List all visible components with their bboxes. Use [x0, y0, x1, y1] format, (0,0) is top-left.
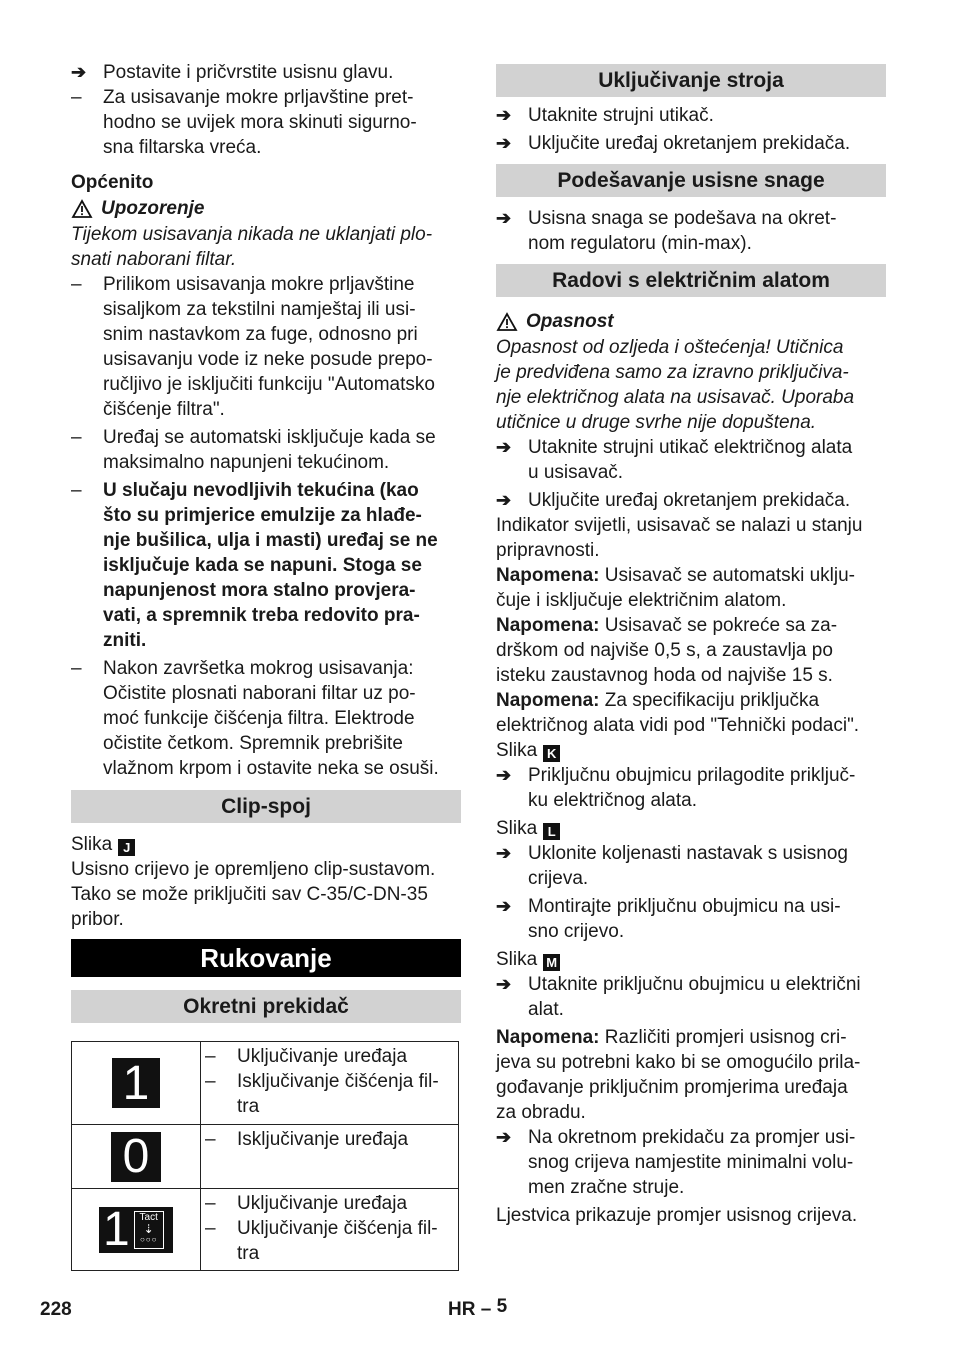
- dash-item-text: [103, 478, 461, 653]
- tact-dots-icon: ○○○: [139, 1234, 158, 1244]
- dash-icon: –: [71, 658, 82, 679]
- switch-tact-icon: [99, 1203, 173, 1256]
- text-line: isključuje kada se napuni. Stoga se: [103, 555, 422, 576]
- warning-label-text: Upozorenje: [101, 198, 205, 219]
- arrow-icon: ➔: [496, 133, 512, 153]
- text-line: Prilikom usisavanja mokre prljavštine: [103, 274, 415, 295]
- note-text: Za specifikaciju priključka: [599, 690, 820, 711]
- text-line: snog crijeva namjestite minimalni volu-: [528, 1152, 854, 1173]
- tact-label: Tact: [139, 1211, 158, 1223]
- text-line: sisaljkom za tekstilni namještaj ili usi-: [103, 299, 416, 320]
- text-line: u usisavač.: [528, 462, 624, 483]
- list-item: [205, 1044, 454, 1069]
- text-line: jeva su potrebni kako bi se omogućilo prila-: [496, 1052, 861, 1073]
- section-heading-tool: Radovi s električnim alatom: [496, 264, 886, 297]
- note: [496, 1025, 886, 1125]
- text-line: Usisna snaga se podešava na okret-: [528, 208, 837, 229]
- text-line: Na okretnom prekidaču za promjer usi-: [528, 1127, 856, 1148]
- switch-0-icon: 0: [111, 1132, 161, 1182]
- arrow-icon: ➔: [496, 1127, 512, 1147]
- step-text: [528, 894, 886, 944]
- figure-label: Slika: [71, 834, 113, 855]
- table-row: [72, 1189, 459, 1271]
- instruction-step: [496, 131, 886, 156]
- text-line: nje električnog alata na usisavač. Uporaba: [496, 387, 855, 408]
- text-line: U slučaju nevodljivih tekućina (kao: [103, 480, 419, 501]
- arrow-icon: ➔: [496, 105, 512, 125]
- danger-label-text: Opasnost: [526, 311, 614, 332]
- closing-text: Ljestvica prikazuje promjer usisnog crijeva.: [496, 1205, 858, 1226]
- list-item-text: [237, 1216, 454, 1266]
- step-text: [528, 1125, 886, 1200]
- step-text: Uključite uređaj okretanjem prekidača.: [528, 133, 851, 154]
- dash-item: [71, 85, 461, 160]
- list-item: [205, 1216, 454, 1266]
- table-cell-desc: [201, 1042, 459, 1125]
- figure-ref: [496, 816, 886, 841]
- table-cell-icon: [72, 1189, 201, 1271]
- text-line: [496, 688, 886, 713]
- text-line: Utaknite strujni utikač električnog alata: [528, 437, 853, 458]
- text-line: Indikator svijetli, usisavač se nalazi u stanju: [496, 515, 863, 536]
- text-line: vati, a spremnik treba redovito pra-: [103, 605, 420, 626]
- list-item-text: Uključivanje uređaja: [237, 1046, 408, 1067]
- text-line: zniti.: [103, 630, 147, 651]
- figure-letter-icon: L: [543, 823, 560, 840]
- arrow-icon: ➔: [496, 843, 512, 863]
- dash-item-text: [103, 425, 461, 475]
- text-line: isteku zaustavnog hoda od najviše 15 s.: [496, 665, 833, 686]
- instruction-step: [496, 435, 886, 485]
- switch-tact-number: 1: [103, 1203, 130, 1256]
- step-text: [528, 841, 886, 891]
- text-line: čišćenje filtra".: [103, 399, 225, 420]
- figure-letter-icon: M: [543, 954, 560, 971]
- text-line: hodno se uvijek mora skinuti sigurno-: [103, 112, 417, 133]
- instruction-step: [496, 841, 886, 891]
- note-label: Napomena:: [496, 615, 600, 636]
- main-heading: Rukovanje: [71, 939, 461, 977]
- text-line: alat.: [528, 999, 564, 1020]
- step-text: Uključite uređaj okretanjem prekidača.: [528, 490, 851, 511]
- text-line: usisavanju vode iz neke posude prepo-: [103, 349, 433, 370]
- dash-icon: –: [71, 480, 82, 501]
- dash-icon: –: [71, 87, 82, 108]
- text-line: sno crijevo.: [528, 921, 625, 942]
- note: [496, 563, 886, 613]
- text-line: napunjenost mora stalno provjera-: [103, 580, 416, 601]
- step-text: [528, 972, 886, 1022]
- text-line: snati naborani filtar.: [71, 249, 237, 270]
- table-cell-icon: [72, 1125, 201, 1189]
- note-label: Napomena:: [496, 565, 600, 586]
- list-item: [205, 1069, 454, 1119]
- note-text: Usisavač se automatski uklju-: [599, 565, 856, 586]
- dash-icon: –: [205, 1071, 216, 1092]
- step-list: [496, 103, 886, 156]
- section-heading-clip: Clip-spoj: [71, 790, 461, 823]
- warning-triangle-icon: [71, 199, 93, 219]
- figure-label: Slika: [496, 949, 538, 970]
- text-line: što su primjerice emulzije za hlađe-: [103, 505, 422, 526]
- arrow-icon: ➔: [496, 896, 512, 916]
- warning-triangle-icon: [496, 312, 518, 332]
- dash-icon: –: [71, 274, 82, 295]
- left-column: [71, 60, 461, 1271]
- text-line: električnog alata vidi pod "Tehnički podaci".: [496, 715, 860, 736]
- dash-item: [71, 656, 461, 781]
- text-line: Očistite plosnati naborani filtar uz po-: [103, 683, 416, 704]
- instruction-step: [496, 488, 886, 513]
- table-cell-icon: [72, 1042, 201, 1125]
- dash-item: [71, 425, 461, 475]
- list-item-text: [237, 1069, 454, 1119]
- text-line: pripravnosti.: [496, 540, 600, 561]
- text-line: Priključnu obujmicu prilagodite priključ-: [528, 765, 856, 786]
- figure-ref: [496, 947, 886, 972]
- warning-label: [71, 196, 461, 221]
- table-row: [72, 1042, 459, 1125]
- dash-icon: –: [205, 1193, 216, 1214]
- switch-table: [71, 1041, 459, 1271]
- text-line: Opasnost od ozljeda i oštećenja! Utičnica: [496, 337, 844, 358]
- dash-icon: –: [71, 427, 82, 448]
- text-line: [496, 563, 886, 588]
- text-line: drškom od najviše 0,5 s, a zaustavlja po: [496, 640, 833, 661]
- right-column: [496, 64, 886, 1228]
- text-line: utičnice u druge svrhe nije dopuštena.: [496, 412, 817, 433]
- text-line: nom regulatoru (min-max).: [528, 233, 752, 254]
- text-line: Uključivanje čišćenja fil-: [237, 1218, 438, 1239]
- instruction-step: [71, 60, 461, 85]
- text-line: Tijekom usisavanja nikada ne uklanjati plo-: [71, 224, 433, 245]
- switch-1-icon: 1: [112, 1058, 160, 1108]
- arrow-icon: ➔: [496, 765, 512, 785]
- dash-icon: –: [205, 1046, 216, 1067]
- note: [496, 688, 886, 738]
- note: [496, 613, 886, 688]
- note-text: Različiti promjeri usisnog cri-: [599, 1027, 847, 1048]
- note-label: Napomena:: [496, 1027, 600, 1048]
- text-line: tra: [237, 1096, 260, 1117]
- section-marker: [448, 1297, 507, 1322]
- dash-icon: –: [205, 1129, 216, 1150]
- text-line: men zračne struje.: [528, 1177, 685, 1198]
- note-text: Usisavač se pokreće sa za-: [599, 615, 838, 636]
- separator: –: [480, 1299, 492, 1320]
- dash-item-text: [103, 85, 461, 160]
- text-line: Za usisavanje mokre prljavštine pret-: [103, 87, 414, 108]
- text-line: [496, 1025, 886, 1050]
- page-number: 228: [40, 1299, 72, 1320]
- step-text: [528, 435, 886, 485]
- text-line: sna filtarska vreća.: [103, 137, 262, 158]
- text-line: maksimalno napunjeni tekućinom.: [103, 452, 390, 473]
- text-line: ku električnog alata.: [528, 790, 697, 811]
- dash-item: [71, 272, 461, 422]
- text-line: Utaknite priključnu obujmicu u električni: [528, 974, 861, 995]
- arrow-icon: ➔: [496, 437, 512, 457]
- figure-ref: [496, 738, 886, 763]
- text-line: čuje i isključuje električnim alatom.: [496, 590, 787, 611]
- text-line: ručljivo je isključiti funkciju "Automatsko: [103, 374, 435, 395]
- figure-label: Slika: [496, 818, 538, 839]
- section-heading-power: Podešavanje usisne snage: [496, 164, 886, 197]
- text-line: Uređaj se automatski isključuje kada se: [103, 427, 436, 448]
- note-label: Napomena:: [496, 690, 600, 711]
- text-line: nje bušilica, ulja i masti) uređaj se ne: [103, 530, 438, 551]
- text-line: pribor.: [71, 909, 124, 930]
- dash-item-text: [103, 272, 461, 422]
- text-line: Nakon završetka mokrog usisavanja:: [103, 658, 414, 679]
- section-heading-switch: Okretni prekidač: [71, 990, 461, 1023]
- text-line: Isključivanje čišćenja fil-: [237, 1071, 439, 1092]
- warning-text: [71, 222, 461, 272]
- text-line: je predviđena samo za izravno priključiva-: [496, 362, 849, 383]
- text-line: očistite četkom. Spremnik prebrišite: [103, 733, 403, 754]
- text-line: tra: [237, 1243, 260, 1264]
- danger-text: [496, 335, 886, 435]
- text-line: Usisno crijevo je opremljeno clip-sustavom.: [71, 859, 436, 880]
- list-item-text: Uključivanje uređaja: [237, 1193, 408, 1214]
- step-text: [528, 206, 886, 256]
- list-item: [205, 1191, 454, 1216]
- table-row: [72, 1125, 459, 1189]
- text-line: moć funkcije čišćenja filtra. Elektrode: [103, 708, 415, 729]
- text-line: crijeva.: [528, 868, 589, 889]
- indicator-text: [496, 513, 886, 563]
- table-cell-desc: [201, 1189, 459, 1271]
- dash-item-bold: [71, 478, 461, 653]
- general-heading: Općenito: [71, 172, 154, 193]
- text-line: gođavanje priključnim promjerima uređaja: [496, 1077, 848, 1098]
- figure-ref: [71, 832, 461, 857]
- list-item-text: Isključivanje uređaja: [237, 1129, 409, 1150]
- table-cell-desc: [201, 1125, 459, 1189]
- text-line: Montirajte priključnu obujmicu na usi-: [528, 896, 841, 917]
- instruction-step: [496, 894, 886, 944]
- text-line: Tako se može priključiti sav C-35/C-DN-35: [71, 884, 428, 905]
- text-line: za obradu.: [496, 1102, 586, 1123]
- instruction-step: [496, 103, 886, 128]
- text-line: [496, 613, 886, 638]
- figure-letter-icon: J: [118, 839, 135, 856]
- step-text: Utaknite strujni utikač.: [528, 105, 714, 126]
- arrow-icon: ➔: [496, 490, 512, 510]
- figure-label: Slika: [496, 740, 538, 761]
- instruction-step: [496, 1125, 886, 1200]
- instruction-step: [496, 763, 886, 813]
- text-line: Uklonite koljenasti nastavak s usisnog: [528, 843, 849, 864]
- dash-icon: –: [205, 1218, 216, 1239]
- step-text: [528, 763, 886, 813]
- clip-text: [71, 857, 461, 932]
- figure-letter-icon: K: [543, 745, 560, 762]
- language-code: HR: [448, 1299, 476, 1320]
- arrow-icon: ➔: [496, 974, 512, 994]
- instruction-step: [496, 206, 886, 256]
- arrow-icon: ➔: [496, 208, 512, 228]
- section-heading-on: Uključivanje stroja: [496, 64, 886, 97]
- dash-item-text: [103, 656, 461, 781]
- arrow-icon: ➔: [71, 62, 87, 82]
- section-page-number: 5: [496, 1296, 508, 1317]
- instruction-step: [496, 972, 886, 1022]
- danger-label: [496, 309, 886, 334]
- tact-arrow-icon: ⇣: [143, 1221, 154, 1236]
- text-line: snim nastavkom za fuge, odnosno pri: [103, 324, 418, 345]
- list-item: [205, 1127, 454, 1152]
- text-line: vlažnom krpom i ostavite neka se osuši.: [103, 758, 439, 779]
- tact-box: [134, 1211, 164, 1249]
- step-text: Postavite i pričvrstite usisnu glavu.: [103, 62, 394, 83]
